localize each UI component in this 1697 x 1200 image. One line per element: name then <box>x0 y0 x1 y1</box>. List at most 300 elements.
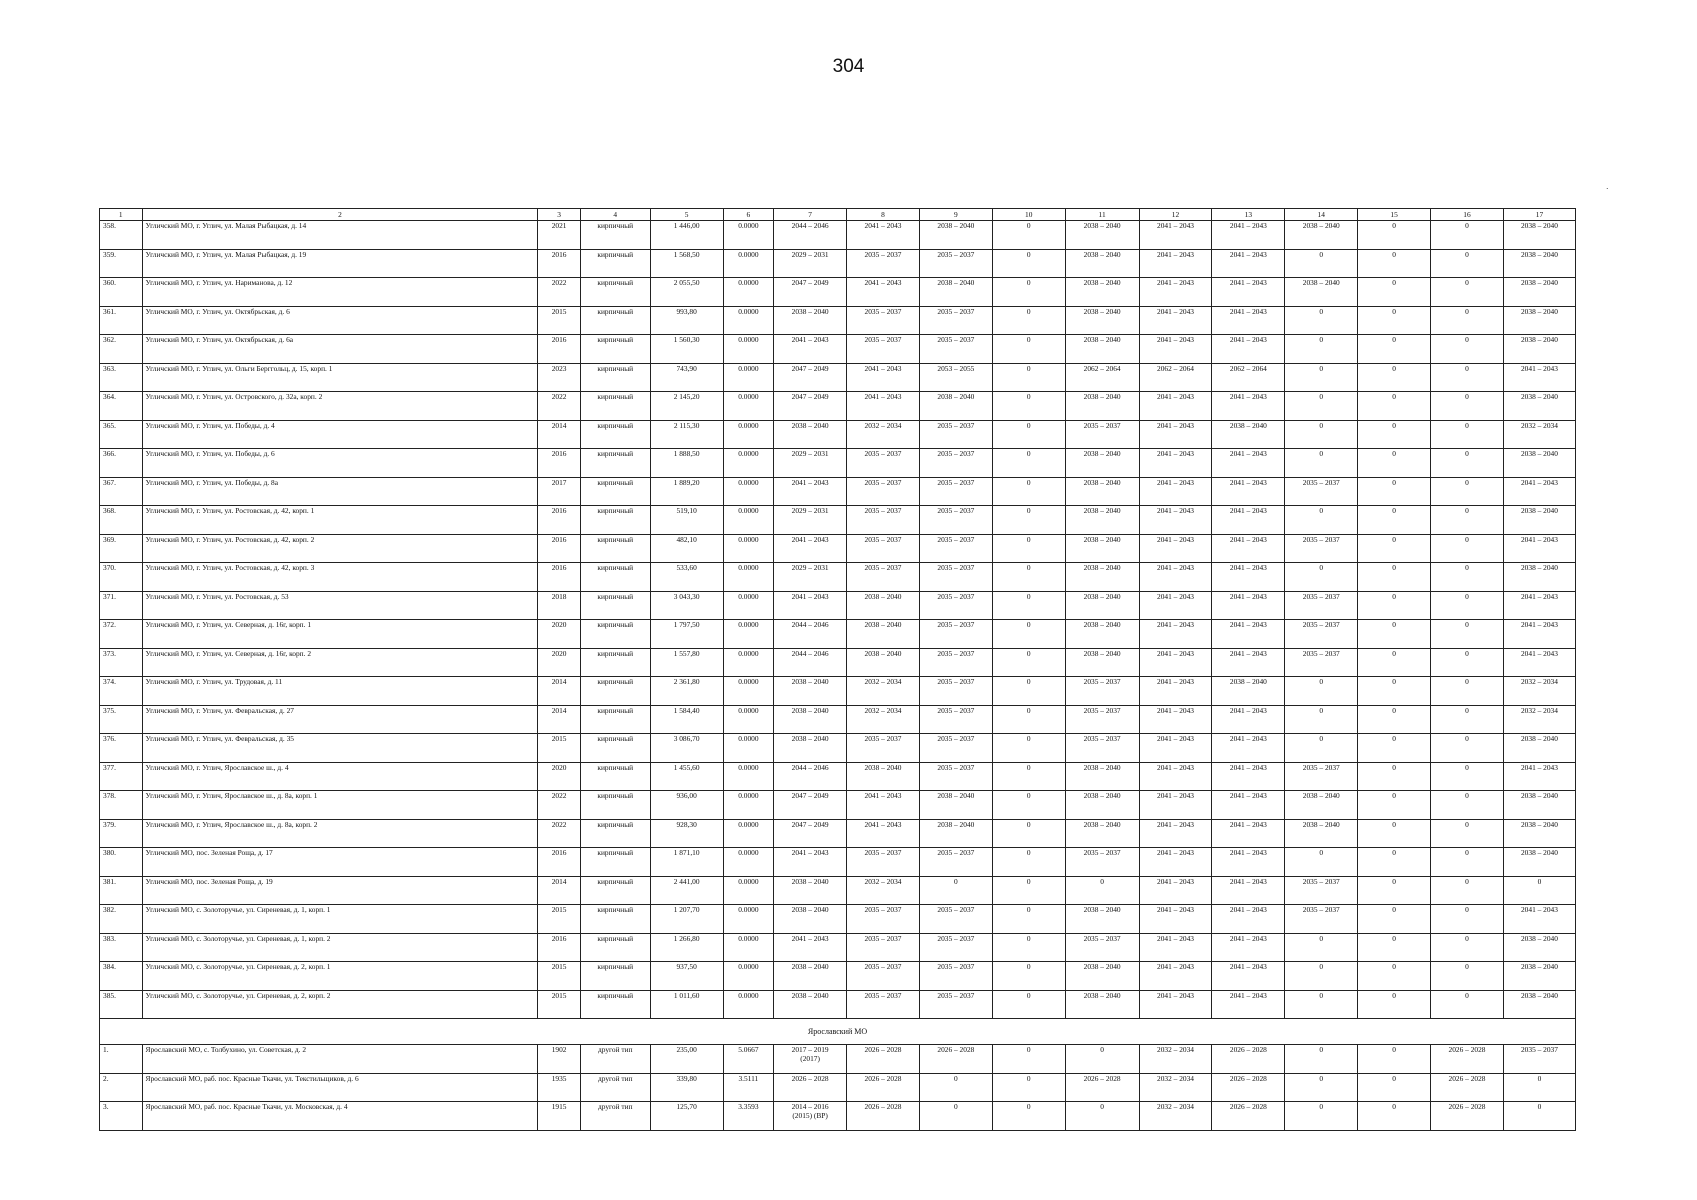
column-number-header: 3 <box>538 209 581 221</box>
table-cell: 2016 <box>538 506 581 535</box>
address-cell: Ярославский МО, раб. пос. Красные Ткачи, ул. Московская, д. 4 <box>142 1102 538 1131</box>
table-row <box>100 392 1576 421</box>
table-cell: 0 <box>992 278 1065 307</box>
table-cell: 2041 – 2043 <box>1212 335 1285 364</box>
table-row <box>100 734 1576 763</box>
page-number: 304 <box>832 56 865 77</box>
table-cell: 369. <box>100 534 143 563</box>
table-cell: 0 <box>1358 791 1431 820</box>
table-cell: 0 <box>992 249 1065 278</box>
table-cell: 368. <box>100 506 143 535</box>
table-cell: 2038 – 2040 <box>1065 962 1139 991</box>
table-cell: 2041 – 2043 <box>1139 791 1212 820</box>
table-cell: 2041 – 2043 <box>1212 278 1285 307</box>
table-cell: 0.0000 <box>723 762 774 791</box>
table-cell: 2016 <box>538 335 581 364</box>
table-cell: 2026 – 2028 <box>847 1045 920 1074</box>
table-cell: 2062 – 2064 <box>1065 363 1139 392</box>
table-cell: 0.0000 <box>723 563 774 592</box>
table-cell: 482,10 <box>650 534 723 563</box>
table-cell: 235,00 <box>650 1045 723 1074</box>
table-cell: 0.0000 <box>723 648 774 677</box>
table-cell: 2020 <box>538 620 581 649</box>
table-cell: 2038 – 2040 <box>1065 306 1139 335</box>
table-cell: 0 <box>1431 335 1504 364</box>
table-cell: 0 <box>1285 420 1358 449</box>
table-cell: 0 <box>1431 762 1504 791</box>
table-cell: 2041 – 2043 <box>1139 648 1212 677</box>
table-cell: 2035 – 2037 <box>919 848 992 877</box>
table-cell: 2038 – 2040 <box>1065 506 1139 535</box>
table-cell: 2035 – 2037 <box>919 591 992 620</box>
table-cell: 0 <box>1358 876 1431 905</box>
table-cell: 0 <box>1431 848 1504 877</box>
table-cell: 0 <box>1358 705 1431 734</box>
table-cell: 0.0000 <box>723 249 774 278</box>
table-cell: 2035 – 2037 <box>1065 734 1139 763</box>
table-cell: 2038 – 2040 <box>1503 791 1575 820</box>
table-cell: 2038 – 2040 <box>1503 249 1575 278</box>
table-cell: 2047 – 2049 <box>774 791 847 820</box>
table-cell: 2041 – 2043 <box>774 933 847 962</box>
table-row <box>100 620 1576 649</box>
table-cell: 0 <box>1065 1045 1139 1074</box>
column-number-header: 4 <box>580 209 650 221</box>
table-cell: 0 <box>1431 392 1504 421</box>
table-cell: 2041 – 2043 <box>1139 392 1212 421</box>
table-cell: 519,10 <box>650 506 723 535</box>
table-cell: 125,70 <box>650 1102 723 1131</box>
table-cell: кирпичный <box>580 249 650 278</box>
table-cell: 2035 – 2037 <box>1065 677 1139 706</box>
table-cell: 1 584,40 <box>650 705 723 734</box>
table-cell: 2035 – 2037 <box>1065 420 1139 449</box>
table-cell: 2038 – 2040 <box>1285 221 1358 250</box>
table-cell: 0 <box>919 1102 992 1131</box>
table-cell: 2026 – 2028 <box>1065 1073 1139 1102</box>
table-cell: 0 <box>1431 363 1504 392</box>
table-cell: 2038 – 2040 <box>919 819 992 848</box>
section-heading-row <box>100 1019 1576 1045</box>
table-cell: 0 <box>992 705 1065 734</box>
table-cell: 2041 – 2043 <box>1139 677 1212 706</box>
table-cell: 2. <box>100 1073 143 1102</box>
address-cell: Угличский МО, г. Углич, Ярославское ш., д. 4 <box>142 762 538 791</box>
address-cell: Угличский МО, г. Углич, ул. Февральская, д. 35 <box>142 734 538 763</box>
table-cell: 2026 – 2028 <box>847 1073 920 1102</box>
address-cell: Угличский МО, г. Углич, ул. Февральская, д. 27 <box>142 705 538 734</box>
table-cell: 2038 – 2040 <box>774 905 847 934</box>
table-cell: 2041 – 2043 <box>1212 563 1285 592</box>
table-cell: 2015 <box>538 905 581 934</box>
table-row <box>100 449 1576 478</box>
table-cell: 2035 – 2037 <box>919 734 992 763</box>
table-cell: 0 <box>1285 1045 1358 1074</box>
table-cell: 0 <box>1358 477 1431 506</box>
address-cell: Угличский МО, пос. Зеленая Роща, д. 17 <box>142 848 538 877</box>
table-cell: 2041 – 2043 <box>1212 392 1285 421</box>
table-cell: 2035 – 2037 <box>1285 648 1358 677</box>
table-cell: 2038 – 2040 <box>1065 392 1139 421</box>
table-row <box>100 249 1576 278</box>
table-cell: 2038 – 2040 <box>774 705 847 734</box>
table-cell: 2038 – 2040 <box>1065 221 1139 250</box>
table-cell: 2041 – 2043 <box>1212 620 1285 649</box>
table-cell: 2038 – 2040 <box>1503 392 1575 421</box>
table-cell: 0 <box>1431 563 1504 592</box>
table-cell: 0.0000 <box>723 819 774 848</box>
table-cell: 0.0000 <box>723 449 774 478</box>
table-cell: кирпичный <box>580 591 650 620</box>
table-cell: 2035 – 2037 <box>847 848 920 877</box>
table-cell: 2041 – 2043 <box>1139 591 1212 620</box>
table-cell: 2041 – 2043 <box>774 848 847 877</box>
table-cell: 2038 – 2040 <box>1285 278 1358 307</box>
table-cell: 0 <box>1431 278 1504 307</box>
table-cell: 2047 – 2049 <box>774 819 847 848</box>
table-cell: 2041 – 2043 <box>1139 990 1212 1019</box>
table-cell: 2035 – 2037 <box>919 306 992 335</box>
address-cell: Угличский МО, г. Углич, ул. Ростовская, д. 42, корп. 2 <box>142 534 538 563</box>
table-cell: 0 <box>1431 477 1504 506</box>
table-cell: 0 <box>992 819 1065 848</box>
table-cell: 1 568,50 <box>650 249 723 278</box>
table-cell: 2041 – 2043 <box>1212 933 1285 962</box>
table-cell: 2016 <box>538 933 581 962</box>
table-cell: 381. <box>100 876 143 905</box>
table-cell: кирпичный <box>580 648 650 677</box>
address-cell: Угличский МО, г. Углич, Ярославское ш., д. 8а, корп. 1 <box>142 791 538 820</box>
column-number-header: 10 <box>992 209 1065 221</box>
table-row <box>100 648 1576 677</box>
table-row <box>100 278 1576 307</box>
table-cell: 1 888,50 <box>650 449 723 478</box>
address-cell: Угличский МО, пос. Зеленая Роща, д. 19 <box>142 876 538 905</box>
table-cell: 2041 – 2043 <box>1212 477 1285 506</box>
table-cell: 2041 – 2043 <box>847 278 920 307</box>
table-cell: 2062 – 2064 <box>1212 363 1285 392</box>
table-cell: 2038 – 2040 <box>1503 335 1575 364</box>
table-cell: 0 <box>992 648 1065 677</box>
table-cell: 2041 – 2043 <box>1212 762 1285 791</box>
table-cell: 0 <box>1358 990 1431 1019</box>
table-cell: 2035 – 2037 <box>919 933 992 962</box>
table-cell: 0 <box>1358 933 1431 962</box>
table-cell: 2041 – 2043 <box>1139 734 1212 763</box>
address-cell: Угличский МО, с. Золоторучье, ул. Сиреневая, д. 1, корп. 2 <box>142 933 538 962</box>
table-cell: 2015 <box>538 734 581 763</box>
table-cell: 2041 – 2043 <box>1503 905 1575 934</box>
table-cell: 2022 <box>538 392 581 421</box>
table-cell: 0 <box>1358 506 1431 535</box>
table-cell: 360. <box>100 278 143 307</box>
address-cell: Угличский МО, г. Углич, Ярославское ш., д. 8а, корп. 2 <box>142 819 538 848</box>
table-cell: 378. <box>100 791 143 820</box>
table-cell: 533,60 <box>650 563 723 592</box>
address-cell: Угличский МО, г. Углич, ул. Малая Рыбацкая, д. 19 <box>142 249 538 278</box>
table-cell: 2038 – 2040 <box>1065 620 1139 649</box>
table-cell: 0 <box>1358 734 1431 763</box>
column-number-header: 5 <box>650 209 723 221</box>
table-cell: 0 <box>992 962 1065 991</box>
table-cell: 2035 – 2037 <box>847 335 920 364</box>
table-row <box>100 420 1576 449</box>
table-cell: 2041 – 2043 <box>1212 534 1285 563</box>
table-cell: 937,50 <box>650 962 723 991</box>
column-number-header: 14 <box>1285 209 1358 221</box>
table-cell: 0.0000 <box>723 791 774 820</box>
table-cell: 2035 – 2037 <box>847 506 920 535</box>
table-cell: 2041 – 2043 <box>847 791 920 820</box>
table-cell: 2038 – 2040 <box>919 278 992 307</box>
table-cell: 2038 – 2040 <box>919 221 992 250</box>
table-cell: 2041 – 2043 <box>1139 534 1212 563</box>
table-cell: 0 <box>1358 762 1431 791</box>
table-cell: 2035 – 2037 <box>847 249 920 278</box>
table-cell: 367. <box>100 477 143 506</box>
address-cell: Ярославский МО, с. Толбухино, ул. Советская, д. 2 <box>142 1045 538 1074</box>
table-cell: 0 <box>1285 962 1358 991</box>
table-cell: 2038 – 2040 <box>1065 477 1139 506</box>
table-cell: 0 <box>1285 563 1358 592</box>
table-cell: 0 <box>1431 819 1504 848</box>
table-cell: 2035 – 2037 <box>847 962 920 991</box>
table-cell: 0 <box>1358 677 1431 706</box>
table-cell: 0 <box>1285 449 1358 478</box>
table-cell: 0 <box>1358 819 1431 848</box>
table-cell: 0 <box>1065 1102 1139 1131</box>
table-cell: 0 <box>1431 620 1504 649</box>
table-cell: 2035 – 2037 <box>919 620 992 649</box>
table-cell: 2 115,30 <box>650 420 723 449</box>
table-cell: 2041 – 2043 <box>774 477 847 506</box>
table-row <box>100 1073 1576 1102</box>
table-cell: 0 <box>1285 363 1358 392</box>
table-cell: 1935 <box>538 1073 581 1102</box>
table-row <box>100 563 1576 592</box>
table-cell: 0 <box>1285 335 1358 364</box>
table-cell: 2041 – 2043 <box>1139 905 1212 934</box>
column-number-header: 16 <box>1431 209 1504 221</box>
table-cell: 2041 – 2043 <box>1139 221 1212 250</box>
table-cell: 2041 – 2043 <box>1139 335 1212 364</box>
table-cell: 372. <box>100 620 143 649</box>
table-cell: 2038 – 2040 <box>1285 819 1358 848</box>
table-cell: 2038 – 2040 <box>774 876 847 905</box>
table-cell: 0.0000 <box>723 306 774 335</box>
table-cell: 2035 – 2037 <box>1285 591 1358 620</box>
table-cell: 0 <box>1285 1073 1358 1102</box>
table-cell: кирпичный <box>580 876 650 905</box>
table-cell: 2044 – 2046 <box>774 648 847 677</box>
table-cell: 2038 – 2040 <box>1503 933 1575 962</box>
table-cell: 2041 – 2043 <box>1212 705 1285 734</box>
table-cell: кирпичный <box>580 762 650 791</box>
table-cell: 2032 – 2034 <box>847 705 920 734</box>
table-cell: 2035 – 2037 <box>919 449 992 478</box>
table-cell: 2041 – 2043 <box>1212 591 1285 620</box>
table-cell: 2041 – 2043 <box>847 819 920 848</box>
table-cell: 0 <box>1431 249 1504 278</box>
table-cell: 1 560,30 <box>650 335 723 364</box>
table-cell: 0 <box>1358 905 1431 934</box>
table-cell: 993,80 <box>650 306 723 335</box>
table-cell: 2022 <box>538 819 581 848</box>
table-cell: 2032 – 2034 <box>1139 1102 1212 1131</box>
table-cell: 1 455,60 <box>650 762 723 791</box>
table-cell: 2044 – 2046 <box>774 221 847 250</box>
table-cell: 0 <box>1285 249 1358 278</box>
table-cell: 2035 – 2037 <box>1285 477 1358 506</box>
table-cell: 2035 – 2037 <box>847 477 920 506</box>
table-cell: 0 <box>992 762 1065 791</box>
table-cell: кирпичный <box>580 705 650 734</box>
table-cell: 0 <box>1285 306 1358 335</box>
address-cell: Угличский МО, г. Углич, ул. Северная, д. 16г, корп. 2 <box>142 648 538 677</box>
table-cell: 2038 – 2040 <box>1503 278 1575 307</box>
table-cell: 2035 – 2037 <box>1503 1045 1575 1074</box>
table-cell: 2038 – 2040 <box>774 734 847 763</box>
table-cell: 2035 – 2037 <box>919 563 992 592</box>
table-cell: 0 <box>1358 1102 1431 1131</box>
table-cell: 375. <box>100 705 143 734</box>
table-cell: кирпичный <box>580 306 650 335</box>
table-cell: 2041 – 2043 <box>1212 848 1285 877</box>
table-cell: 0.0000 <box>723 221 774 250</box>
table-cell: 2038 – 2040 <box>1503 506 1575 535</box>
column-number-header: 15 <box>1358 209 1431 221</box>
table-cell: 0 <box>1358 392 1431 421</box>
table-cell: 0 <box>992 506 1065 535</box>
table-cell: 2038 – 2040 <box>847 591 920 620</box>
table-cell: кирпичный <box>580 734 650 763</box>
table-cell: 2014 – 2016 (2015) (ВР) <box>774 1102 847 1131</box>
table-cell: 2041 – 2043 <box>1212 306 1285 335</box>
table-cell: 339,80 <box>650 1073 723 1102</box>
table-cell: 2035 – 2037 <box>1065 848 1139 877</box>
table-cell: 2041 – 2043 <box>1503 591 1575 620</box>
table-cell: 2026 – 2028 <box>1212 1102 1285 1131</box>
table-cell: 0 <box>992 420 1065 449</box>
table-cell: 1 266,80 <box>650 933 723 962</box>
table-cell: 0 <box>1358 306 1431 335</box>
table-cell: 2035 – 2037 <box>919 705 992 734</box>
table-cell: 2041 – 2043 <box>1139 933 1212 962</box>
table-cell: 2017 <box>538 477 581 506</box>
table-cell: 2015 <box>538 306 581 335</box>
table-cell: 0 <box>992 791 1065 820</box>
table-cell: 1. <box>100 1045 143 1074</box>
table-cell: 1 871,10 <box>650 848 723 877</box>
table-cell: 0 <box>992 306 1065 335</box>
table-cell: 2035 – 2037 <box>919 677 992 706</box>
table-row <box>100 477 1576 506</box>
table-cell: 0 <box>992 563 1065 592</box>
table-cell: 2041 – 2043 <box>847 221 920 250</box>
table-cell: 2041 – 2043 <box>1139 249 1212 278</box>
table-cell: 0.0000 <box>723 335 774 364</box>
table-cell: 2041 – 2043 <box>774 591 847 620</box>
table-cell: 0 <box>1503 876 1575 905</box>
table-cell: 0.0000 <box>723 420 774 449</box>
table-cell: 373. <box>100 648 143 677</box>
table-cell: 2041 – 2043 <box>1503 477 1575 506</box>
table-cell: кирпичный <box>580 819 650 848</box>
table-cell: 2026 – 2028 <box>774 1073 847 1102</box>
table-cell: 2014 <box>538 876 581 905</box>
address-cell: Угличский МО, г. Углич, ул. Ростовская, д. 42, корп. 3 <box>142 563 538 592</box>
table-cell: 0 <box>1431 905 1504 934</box>
column-number-header: 2 <box>142 209 538 221</box>
table-cell: 2038 – 2040 <box>847 648 920 677</box>
table-cell: 2038 – 2040 <box>1503 449 1575 478</box>
table-cell: 0 <box>1358 1045 1431 1074</box>
table-cell: 0 <box>1431 648 1504 677</box>
table-cell: 2038 – 2040 <box>1065 335 1139 364</box>
table-cell: кирпичный <box>580 392 650 421</box>
table-cell: 2018 <box>538 591 581 620</box>
table-cell: 2032 – 2034 <box>1503 705 1575 734</box>
table-row <box>100 876 1576 905</box>
table-cell: 383. <box>100 933 143 962</box>
table-cell: 0.0000 <box>723 506 774 535</box>
table-cell: 0 <box>1285 848 1358 877</box>
table-cell: 743,90 <box>650 363 723 392</box>
column-number-header: 1 <box>100 209 143 221</box>
table-cell: 0 <box>1358 620 1431 649</box>
address-cell: Угличский МО, г. Углич, ул. Октябрьская, д. 6 <box>142 306 538 335</box>
table-cell: 2041 – 2043 <box>1212 506 1285 535</box>
table-cell: 2038 – 2040 <box>1065 249 1139 278</box>
table-cell: 0 <box>992 990 1065 1019</box>
table-row <box>100 506 1576 535</box>
table-cell: 0.0000 <box>723 962 774 991</box>
address-cell: Угличский МО, г. Углич, ул. Победы, д. 8а <box>142 477 538 506</box>
table-cell: 0 <box>1503 1073 1575 1102</box>
table-cell: 0 <box>1431 791 1504 820</box>
table-cell: 0 <box>992 534 1065 563</box>
table-cell: 2041 – 2043 <box>1139 848 1212 877</box>
table-cell: 2035 – 2037 <box>919 534 992 563</box>
table-cell: 0 <box>1503 1102 1575 1131</box>
table-cell: 0.0000 <box>723 876 774 905</box>
table-cell: кирпичный <box>580 477 650 506</box>
table-cell: 2035 – 2037 <box>847 563 920 592</box>
table-cell: 2016 <box>538 563 581 592</box>
table-cell: 1 011,60 <box>650 990 723 1019</box>
table-cell: 2041 – 2043 <box>1212 962 1285 991</box>
table-cell: 2047 – 2049 <box>774 363 847 392</box>
table-cell: 0.0000 <box>723 705 774 734</box>
table-cell: 0 <box>1358 962 1431 991</box>
table-cell: 2035 – 2037 <box>847 905 920 934</box>
address-cell: Угличский МО, г. Углич, ул. Победы, д. 6 <box>142 449 538 478</box>
table-cell: кирпичный <box>580 962 650 991</box>
table-cell: 2041 – 2043 <box>774 534 847 563</box>
table-cell: кирпичный <box>580 420 650 449</box>
table-cell: 2038 – 2040 <box>1065 762 1139 791</box>
table-cell: 3 043,30 <box>650 591 723 620</box>
table-cell: 2035 – 2037 <box>919 335 992 364</box>
table-cell: 362. <box>100 335 143 364</box>
table-cell: 2017 – 2019 (2017) <box>774 1045 847 1074</box>
table-cell: 2041 – 2043 <box>1212 876 1285 905</box>
table-row <box>100 762 1576 791</box>
table-cell: 2038 – 2040 <box>1065 563 1139 592</box>
table-cell: 361. <box>100 306 143 335</box>
table-cell: 2035 – 2037 <box>847 990 920 1019</box>
column-number-header: 8 <box>847 209 920 221</box>
